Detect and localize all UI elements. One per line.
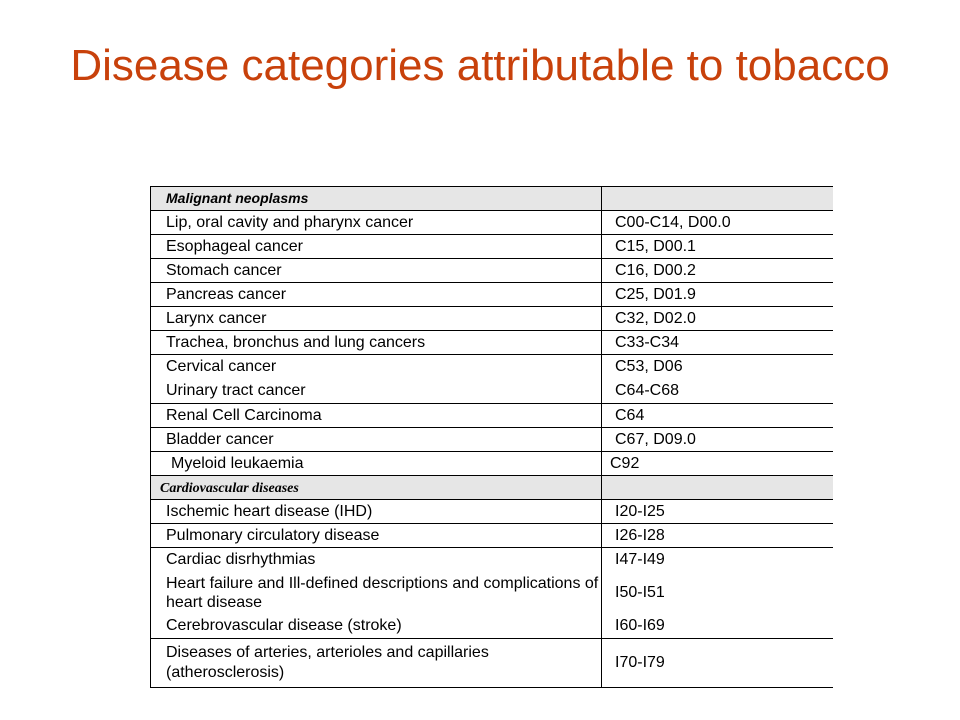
- disease-line: Urinary tract cancer: [166, 382, 306, 399]
- section-header-cardio: [151, 476, 602, 500]
- icd-code-cell-group: [602, 355, 833, 404]
- disease-line: Cervical cancer: [166, 358, 277, 375]
- icd-code-cell: C92: [602, 452, 833, 476]
- icd-code-cell: I70-I79: [602, 639, 833, 688]
- table-row: [151, 452, 833, 476]
- icd-code-cell-group: [602, 548, 833, 639]
- disease-cell: Myeloid leukaemia: [151, 452, 602, 476]
- disease-cell: Diseases of arteries, arterioles and capillaries (atherosclerosis): [151, 639, 602, 688]
- table-row: [151, 331, 833, 355]
- disease-cell-group: [151, 355, 602, 404]
- table-row: [151, 211, 833, 235]
- section-label: Cardiovascular diseases: [160, 480, 299, 496]
- icd-code-cell: C00-C14, D00.0: [602, 211, 833, 235]
- section-row-cardio: [151, 476, 833, 500]
- disease-cell-group: [151, 548, 602, 639]
- icd-code-line: I50-I51: [615, 584, 665, 601]
- icd-code-cell: C67, D09.0: [602, 428, 833, 452]
- icd-code-line: I60-I69: [615, 617, 665, 634]
- table-row: [151, 259, 833, 283]
- disease-cell: Bladder cancer: [151, 428, 602, 452]
- icd-code-cell: C15, D00.1: [602, 235, 833, 259]
- disease-table: [150, 186, 833, 688]
- disease-cell: Larynx cancer: [151, 307, 602, 331]
- icd-code-cell: I20-I25: [602, 500, 833, 524]
- table-row: [151, 283, 833, 307]
- table-row: [151, 235, 833, 259]
- icd-code-cell: C64: [602, 404, 833, 428]
- icd-code-cell: C32, D02.0: [602, 307, 833, 331]
- disease-line: Cardiac disrhythmias: [166, 551, 316, 568]
- table-row: [151, 524, 833, 548]
- table-row: [151, 428, 833, 452]
- section-header-code-empty: [602, 187, 833, 211]
- disease-cell: Trachea, bronchus and lung cancers: [151, 331, 602, 355]
- disease-cell: Esophageal cancer: [151, 235, 602, 259]
- slide-title: Disease categories attributable to tobacco: [70, 41, 890, 90]
- disease-cell: Stomach cancer: [151, 259, 602, 283]
- table-row: [151, 404, 833, 428]
- disease-cell: Renal Cell Carcinoma: [151, 404, 602, 428]
- disease-table-container: [150, 186, 832, 688]
- section-row-malignant: [151, 187, 833, 211]
- section-header-code-empty: [602, 476, 833, 500]
- icd-code-cell: C25, D01.9: [602, 283, 833, 307]
- disease-cell: Pulmonary circulatory disease: [151, 524, 602, 548]
- disease-cell: Pancreas cancer: [151, 283, 602, 307]
- disease-cell: Ischemic heart disease (IHD): [151, 500, 602, 524]
- icd-code-cell: C16, D00.2: [602, 259, 833, 283]
- table-row: [151, 307, 833, 331]
- disease-line: Heart failure and Ill-defined descriptions and complications of heart disease: [166, 575, 599, 611]
- icd-code-line: C64-C68: [615, 382, 680, 399]
- icd-code-line: C53, D06: [615, 358, 683, 375]
- icd-code-cell: C33-C34: [602, 331, 833, 355]
- icd-code-cell: I26-I28: [602, 524, 833, 548]
- table-row-group: [151, 355, 833, 404]
- section-header-malignant: [151, 187, 602, 211]
- table-row: [151, 500, 833, 524]
- disease-line: Cerebrovascular disease (stroke): [166, 617, 402, 634]
- table-row-group: [151, 548, 833, 639]
- section-label: Malignant neoplasms: [166, 189, 309, 206]
- disease-cell: Lip, oral cavity and pharynx cancer: [151, 211, 602, 235]
- icd-code-line: I47-I49: [615, 551, 665, 568]
- table-row: [151, 639, 833, 688]
